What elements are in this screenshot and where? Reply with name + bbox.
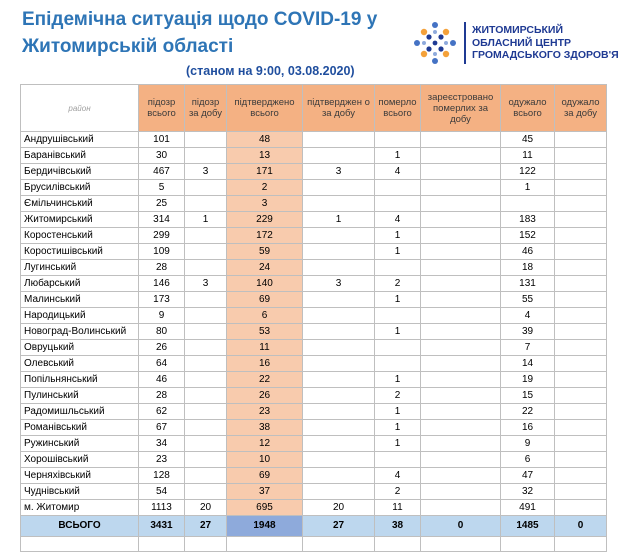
blank-cell: [139, 537, 185, 552]
table-cell: [555, 452, 607, 468]
header-row: [21, 85, 607, 132]
table-cell: 11: [375, 500, 421, 516]
table-row: [21, 356, 607, 372]
table-cell: 26: [139, 340, 185, 356]
table-cell: [303, 132, 375, 148]
table-cell: [555, 420, 607, 436]
table-cell: [555, 196, 607, 212]
table-cell: 54: [139, 484, 185, 500]
table-cell: [185, 452, 227, 468]
table-cell: 171: [227, 164, 303, 180]
table-cell: [375, 452, 421, 468]
table-row: [21, 292, 607, 308]
table-cell: [303, 468, 375, 484]
total-cell: 3431: [139, 516, 185, 537]
district-name: Народицький: [21, 308, 139, 324]
blank-cell: [421, 537, 501, 552]
table-cell: [185, 404, 227, 420]
table-cell: [555, 468, 607, 484]
table-cell: 1: [375, 228, 421, 244]
table-cell: 28: [139, 388, 185, 404]
table-cell: [303, 420, 375, 436]
table-cell: 45: [501, 132, 555, 148]
table-cell: [375, 196, 421, 212]
table-cell: [421, 148, 501, 164]
table-cell: 25: [139, 196, 185, 212]
table-cell: 16: [227, 356, 303, 372]
table-cell: 69: [227, 468, 303, 484]
table-cell: 11: [227, 340, 303, 356]
table-cell: [185, 340, 227, 356]
blank-cell: [303, 537, 375, 552]
district-name: Пулинський: [21, 388, 139, 404]
table-cell: [421, 164, 501, 180]
table-cell: 6: [501, 452, 555, 468]
blank-cell: [21, 537, 139, 552]
table-row: [21, 244, 607, 260]
table-cell: [185, 292, 227, 308]
table-cell: [185, 420, 227, 436]
table-cell: [303, 292, 375, 308]
table-body: [21, 132, 607, 516]
district-name: Радомишльський: [21, 404, 139, 420]
table-cell: 59: [227, 244, 303, 260]
header-district: район: [21, 85, 139, 132]
table-cell: 2: [227, 180, 303, 196]
table-cell: [375, 356, 421, 372]
header-suspected-day: підозр за добу: [185, 85, 227, 132]
logo-line-1: ЖИТОМИРСЬКИЙ: [472, 24, 564, 36]
header-confirmed-total: підтверджено всього: [227, 85, 303, 132]
table-cell: 24: [227, 260, 303, 276]
district-name: Коростишівський: [21, 244, 139, 260]
table-cell: [421, 228, 501, 244]
table-cell: 1: [375, 420, 421, 436]
table-cell: 4: [375, 164, 421, 180]
table-cell: [555, 484, 607, 500]
table-cell: [421, 244, 501, 260]
table-cell: [421, 292, 501, 308]
table-cell: 38: [227, 420, 303, 436]
table-cell: 128: [139, 468, 185, 484]
table-cell: [421, 196, 501, 212]
table-cell: [421, 452, 501, 468]
report-date: (станом на 9:00, 03.08.2020): [186, 64, 355, 78]
table-cell: [185, 436, 227, 452]
table-row: [21, 420, 607, 436]
table-cell: 3: [303, 276, 375, 292]
table-cell: [421, 260, 501, 276]
table-cell: 140: [227, 276, 303, 292]
table-cell: [185, 180, 227, 196]
table-cell: 491: [501, 500, 555, 516]
table-cell: 28: [139, 260, 185, 276]
table-cell: 467: [139, 164, 185, 180]
organization-logo: [412, 20, 637, 68]
table-cell: 10: [227, 452, 303, 468]
blank-cell: [185, 537, 227, 552]
table-cell: 299: [139, 228, 185, 244]
table-cell: [555, 308, 607, 324]
table-row: [21, 404, 607, 420]
table-cell: 1: [303, 212, 375, 228]
table-cell: 5: [139, 180, 185, 196]
table-cell: [555, 260, 607, 276]
district-name: Андрушівський: [21, 132, 139, 148]
logo-line-3: ГРОМАДСЬКОГО ЗДОРОВ'Я: [472, 49, 619, 61]
table-cell: [303, 244, 375, 260]
table-cell: [303, 340, 375, 356]
table-cell: 20: [303, 500, 375, 516]
district-name: Попільнянський: [21, 372, 139, 388]
table-cell: 13: [227, 148, 303, 164]
title-line-1: Епідемічна ситуація щодо COVID-19 у: [22, 9, 378, 30]
table-cell: 37: [227, 484, 303, 500]
table-cell: [421, 212, 501, 228]
table-row: [21, 484, 607, 500]
table-cell: [555, 180, 607, 196]
table-cell: 30: [139, 148, 185, 164]
table-cell: 229: [227, 212, 303, 228]
table-row: [21, 500, 607, 516]
table-cell: [185, 324, 227, 340]
blank-cell: [501, 537, 555, 552]
table-cell: 1: [185, 212, 227, 228]
table-cell: 7: [501, 340, 555, 356]
table-row: [21, 436, 607, 452]
table-cell: 2: [375, 276, 421, 292]
table-row: [21, 276, 607, 292]
header-confirmed-day: підтверджен о за добу: [303, 85, 375, 132]
table-cell: 109: [139, 244, 185, 260]
total-cell: 1485: [501, 516, 555, 537]
district-name: Ємільчинський: [21, 196, 139, 212]
table-cell: 22: [227, 372, 303, 388]
table-row: [21, 212, 607, 228]
table-cell: 23: [139, 452, 185, 468]
table-cell: 1: [375, 244, 421, 260]
table-cell: [375, 308, 421, 324]
table-row: [21, 468, 607, 484]
table-cell: [303, 436, 375, 452]
table-cell: [303, 404, 375, 420]
table-cell: [421, 484, 501, 500]
table-cell: [185, 228, 227, 244]
table-cell: 53: [227, 324, 303, 340]
table-cell: [555, 132, 607, 148]
table-cell: 9: [139, 308, 185, 324]
table-cell: [421, 420, 501, 436]
table-cell: 695: [227, 500, 303, 516]
table-row: [21, 388, 607, 404]
table-cell: 67: [139, 420, 185, 436]
table-cell: 1113: [139, 500, 185, 516]
total-row: [21, 516, 607, 537]
district-name: Хорошівський: [21, 452, 139, 468]
table-cell: 173: [139, 292, 185, 308]
table-cell: [303, 388, 375, 404]
table-cell: 172: [227, 228, 303, 244]
table-cell: 32: [501, 484, 555, 500]
table-cell: 4: [375, 468, 421, 484]
district-name: Чуднівський: [21, 484, 139, 500]
header-recovered-day: одужало за добу: [555, 85, 607, 132]
table-cell: [421, 132, 501, 148]
table-cell: [555, 356, 607, 372]
table-cell: 4: [375, 212, 421, 228]
header-deaths-total: померло всього: [375, 85, 421, 132]
table-cell: 69: [227, 292, 303, 308]
table-row: [21, 260, 607, 276]
district-name: м. Житомир: [21, 500, 139, 516]
table-cell: [303, 356, 375, 372]
table-cell: 14: [501, 356, 555, 372]
table-cell: 20: [185, 500, 227, 516]
blank-cell: [375, 537, 421, 552]
district-name: Овруцький: [21, 340, 139, 356]
table-cell: [421, 308, 501, 324]
district-name: Коростенський: [21, 228, 139, 244]
table-cell: 34: [139, 436, 185, 452]
district-name: Малинський: [21, 292, 139, 308]
total-cell: 27: [303, 516, 375, 537]
table-cell: [555, 212, 607, 228]
table-row: [21, 452, 607, 468]
table-cell: 152: [501, 228, 555, 244]
table-cell: [303, 308, 375, 324]
table-cell: [421, 324, 501, 340]
table-cell: 1: [375, 404, 421, 420]
table-cell: 3: [227, 196, 303, 212]
district-name: Житомирський: [21, 212, 139, 228]
table-cell: [303, 260, 375, 276]
table-cell: 46: [501, 244, 555, 260]
table-cell: 47: [501, 468, 555, 484]
blank-cell: [555, 537, 607, 552]
table-cell: 9: [501, 436, 555, 452]
total-cell: 38: [375, 516, 421, 537]
table-cell: 80: [139, 324, 185, 340]
table-cell: 64: [139, 356, 185, 372]
table-cell: [501, 196, 555, 212]
logo-divider: [464, 22, 466, 64]
table-cell: 1: [501, 180, 555, 196]
table-cell: 22: [501, 404, 555, 420]
table-cell: [375, 180, 421, 196]
table-cell: 15: [501, 388, 555, 404]
table-cell: 314: [139, 212, 185, 228]
table-cell: 2: [375, 388, 421, 404]
district-name: Любарський: [21, 276, 139, 292]
table-cell: 4: [501, 308, 555, 324]
title-line-2: Житомирській області: [22, 36, 234, 57]
table-cell: 1: [375, 436, 421, 452]
district-name: Ружинський: [21, 436, 139, 452]
table-cell: 55: [501, 292, 555, 308]
table-row: [21, 132, 607, 148]
table-cell: 3: [185, 276, 227, 292]
table-row: [21, 324, 607, 340]
table-cell: 48: [227, 132, 303, 148]
table-cell: [555, 436, 607, 452]
table-cell: [185, 372, 227, 388]
header-recovered-total: одужало всього: [501, 85, 555, 132]
table-cell: [421, 468, 501, 484]
covid-table: [20, 84, 607, 552]
table-cell: [555, 244, 607, 260]
table-cell: 18: [501, 260, 555, 276]
table-cell: [303, 484, 375, 500]
table-cell: 131: [501, 276, 555, 292]
district-name: Новоград-Волинський: [21, 324, 139, 340]
district-name: Романівський: [21, 420, 139, 436]
table-cell: 19: [501, 372, 555, 388]
table-cell: [185, 468, 227, 484]
table-cell: [185, 148, 227, 164]
table-cell: [185, 132, 227, 148]
table-cell: 12: [227, 436, 303, 452]
table-cell: 46: [139, 372, 185, 388]
table-cell: [375, 260, 421, 276]
logo-cross-icon: [412, 20, 458, 66]
blank-cell: [227, 537, 303, 552]
table-cell: [303, 452, 375, 468]
table-cell: [185, 308, 227, 324]
table-row: [21, 148, 607, 164]
table-cell: [185, 244, 227, 260]
table-cell: [185, 388, 227, 404]
table-cell: [555, 372, 607, 388]
table-cell: [303, 324, 375, 340]
table-cell: 3: [185, 164, 227, 180]
table-cell: [303, 228, 375, 244]
table-cell: 6: [227, 308, 303, 324]
district-name: Черняхівський: [21, 468, 139, 484]
table-cell: [303, 372, 375, 388]
total-cell: 0: [555, 516, 607, 537]
table-row: [21, 308, 607, 324]
header-suspected-total: підозр всього: [139, 85, 185, 132]
table-cell: [555, 404, 607, 420]
table-cell: [375, 132, 421, 148]
table-cell: [421, 340, 501, 356]
table-row: [21, 372, 607, 388]
logo-line-2: ОБЛАСНИЙ ЦЕНТР: [472, 36, 571, 49]
table-cell: [303, 180, 375, 196]
table-cell: [185, 356, 227, 372]
table-cell: 183: [501, 212, 555, 228]
district-name: Баранівський: [21, 148, 139, 164]
district-name: Бердичівський: [21, 164, 139, 180]
table-cell: [185, 196, 227, 212]
table-cell: 26: [227, 388, 303, 404]
table-cell: [303, 148, 375, 164]
district-name: Олевський: [21, 356, 139, 372]
table-cell: [555, 228, 607, 244]
table-cell: [421, 180, 501, 196]
table-cell: [555, 164, 607, 180]
table-cell: 101: [139, 132, 185, 148]
table-cell: 1: [375, 292, 421, 308]
table-cell: 146: [139, 276, 185, 292]
table-cell: 39: [501, 324, 555, 340]
table-row: [21, 180, 607, 196]
page-title: [22, 6, 402, 60]
table-row: [21, 196, 607, 212]
table-cell: [555, 340, 607, 356]
total-cell: 0: [421, 516, 501, 537]
table-cell: [421, 388, 501, 404]
table-cell: [555, 148, 607, 164]
table-cell: [421, 276, 501, 292]
table-cell: [555, 276, 607, 292]
table-cell: [555, 292, 607, 308]
table-row: [21, 340, 607, 356]
table-cell: [555, 500, 607, 516]
table-cell: 122: [501, 164, 555, 180]
header-deaths-day: зареєстровано померлих за добу: [421, 85, 501, 132]
table-cell: [375, 340, 421, 356]
table-cell: [421, 404, 501, 420]
table-cell: [185, 260, 227, 276]
table-cell: [421, 356, 501, 372]
total-cell: 27: [185, 516, 227, 537]
logo-text: [472, 24, 619, 62]
table-cell: 2: [375, 484, 421, 500]
blank-row: [21, 537, 607, 552]
table-cell: 1: [375, 324, 421, 340]
table-row: [21, 164, 607, 180]
table-cell: 1: [375, 372, 421, 388]
table-cell: [421, 500, 501, 516]
table-cell: [421, 372, 501, 388]
table-cell: [303, 196, 375, 212]
table-cell: [555, 388, 607, 404]
table-cell: [421, 436, 501, 452]
table-cell: [185, 484, 227, 500]
district-name: Лугинський: [21, 260, 139, 276]
table-cell: 23: [227, 404, 303, 420]
table-cell: 62: [139, 404, 185, 420]
total-label: ВСЬОГО: [21, 516, 139, 537]
total-cell: 1948: [227, 516, 303, 537]
table-cell: 11: [501, 148, 555, 164]
table-row: [21, 228, 607, 244]
table-cell: 1: [375, 148, 421, 164]
table-cell: [555, 324, 607, 340]
table-cell: 16: [501, 420, 555, 436]
district-name: Брусилівський: [21, 180, 139, 196]
table-cell: 3: [303, 164, 375, 180]
